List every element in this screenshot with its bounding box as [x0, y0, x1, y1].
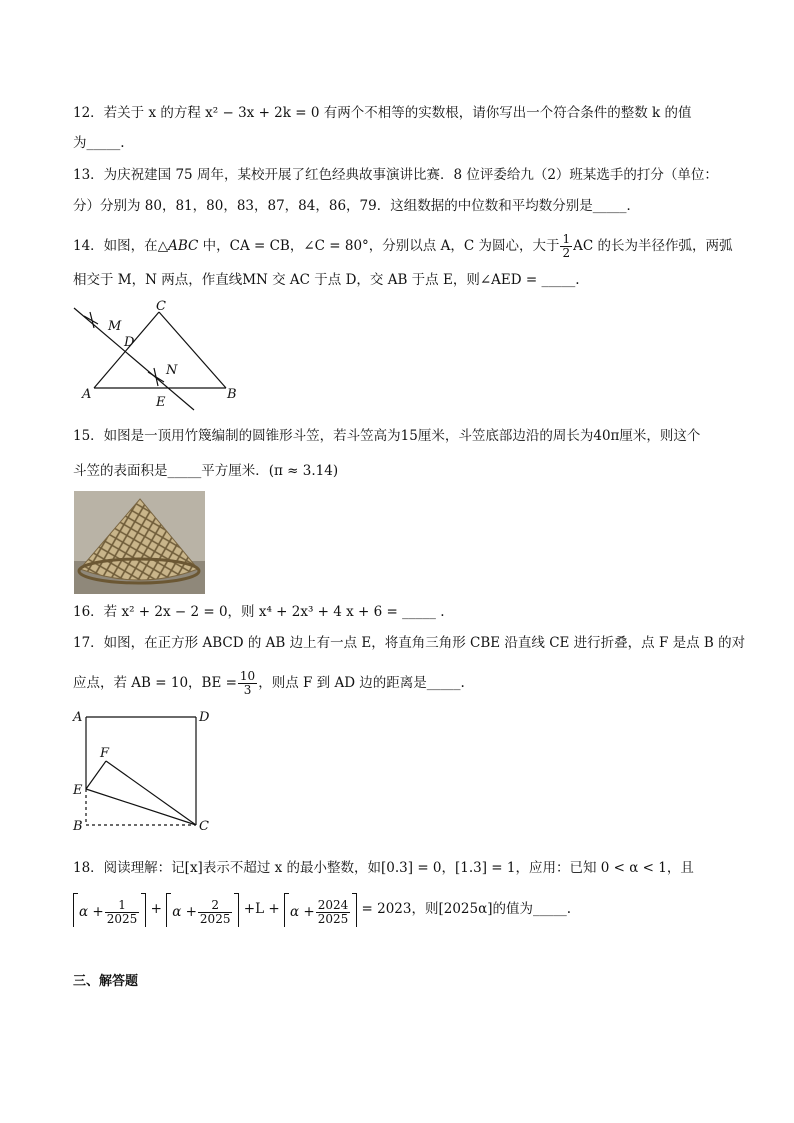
- label-c: C: [199, 819, 209, 834]
- q13-line2: 分）分别为 80，81，80，83，87，84，86，79．这组数据的中位数和平均数分别是_____．: [73, 198, 640, 214]
- q16-line1: 16．若 x² + 2x − 2 = 0，则 x⁴ + 2x³ + 4 x + 6 = _____ .: [73, 604, 445, 620]
- section-heading: 三、解答题: [73, 974, 139, 989]
- q17-square-figure: [70, 706, 220, 836]
- q17-fraction: $\frac{10}{3}$: [239, 669, 256, 697]
- q12-line2: 为_____.: [73, 135, 125, 151]
- label-m: M: [108, 319, 122, 334]
- bamboo-hat-photo: [74, 491, 205, 594]
- q18-line2: α + $\frac{1}{2025}$ + α + $\frac{2}{2025}$ +L + α + $\frac{2024}{2025}$ = 2023，则[2025α]的值为_____.: [73, 890, 571, 928]
- label-f: F: [100, 746, 110, 761]
- label-b: B: [73, 819, 83, 834]
- q13-line1: 13．为庆祝建国 75 周年，某校开展了红色经典故事演讲比赛．8 位评委给九（2）班某选手的打分（单位：: [73, 167, 718, 183]
- q14-fraction: $\frac{1}{2}$: [562, 232, 571, 260]
- q18-term-2: α + $\frac{2}{2025}$: [166, 893, 239, 927]
- label-e: E: [156, 395, 166, 410]
- line-mn: [74, 308, 194, 410]
- q18-term-3: α + $\frac{2024}{2025}$: [284, 893, 357, 927]
- q14-line1: 14．如图，在△ABC 中，CA = CB，∠C = 80°，分别以点 A，C 为圆心，大于 $\frac{1}{2}$ AC 的长为半径作弧，两弧: [73, 232, 733, 260]
- label-a: A: [82, 387, 92, 402]
- label-d: D: [124, 335, 135, 350]
- label-n: N: [166, 363, 178, 378]
- label-d: D: [199, 710, 210, 725]
- q15-line1: 15．如图是一顶用竹篾编制的圆锥形斗笠，若斗笠高为15厘米，斗笠底部边沿的周长为40π厘米，则这个: [73, 428, 701, 444]
- q14-line2: 相交于 M，N 两点，作直线MN 交 AC 于点 D，交 AB 于点 E，则∠AED = _____.: [73, 272, 580, 288]
- q12-line1: 12．若关于 x 的方程 x² − 3x + 2k = 0 有两个不相等的实数根，请你写出一个符合条件的整数 k 的值: [73, 105, 692, 121]
- q18-term-1: α + $\frac{1}{2025}$: [73, 893, 146, 927]
- segment-ac: [94, 312, 159, 388]
- label-b: B: [227, 387, 237, 402]
- label-e: E: [73, 783, 83, 798]
- segment-fc: [106, 761, 196, 825]
- segment-ef: [86, 761, 106, 789]
- q17-line2: 应点，若 AB = 10，BE = $\frac{10}{3}$ ，则点 F 到 AD 边的距离是_____.: [73, 669, 465, 697]
- arc-m: [84, 312, 98, 328]
- arc-n: [148, 368, 164, 386]
- label-a: A: [73, 710, 83, 725]
- q17-line1: 17．如图，在正方形 ABCD 的 AB 边上有一点 E，将直角三角形 CBE 沿直线 CE 进行折叠，点 F 是点 B 的对: [73, 635, 746, 651]
- segment-ec: [86, 789, 196, 825]
- q15-line2: 斗笠的表面积是_____平方厘米．(π ≈ 3.14): [73, 463, 339, 479]
- label-c: C: [156, 299, 166, 314]
- q14-triangle-figure: [70, 298, 240, 414]
- q18-line1: 18．阅读理解：记[x]表示不超过 x 的最小整数，如[0.3] = 0，[1.3] = 1，应用：已知 0 < α < 1，且: [73, 860, 694, 876]
